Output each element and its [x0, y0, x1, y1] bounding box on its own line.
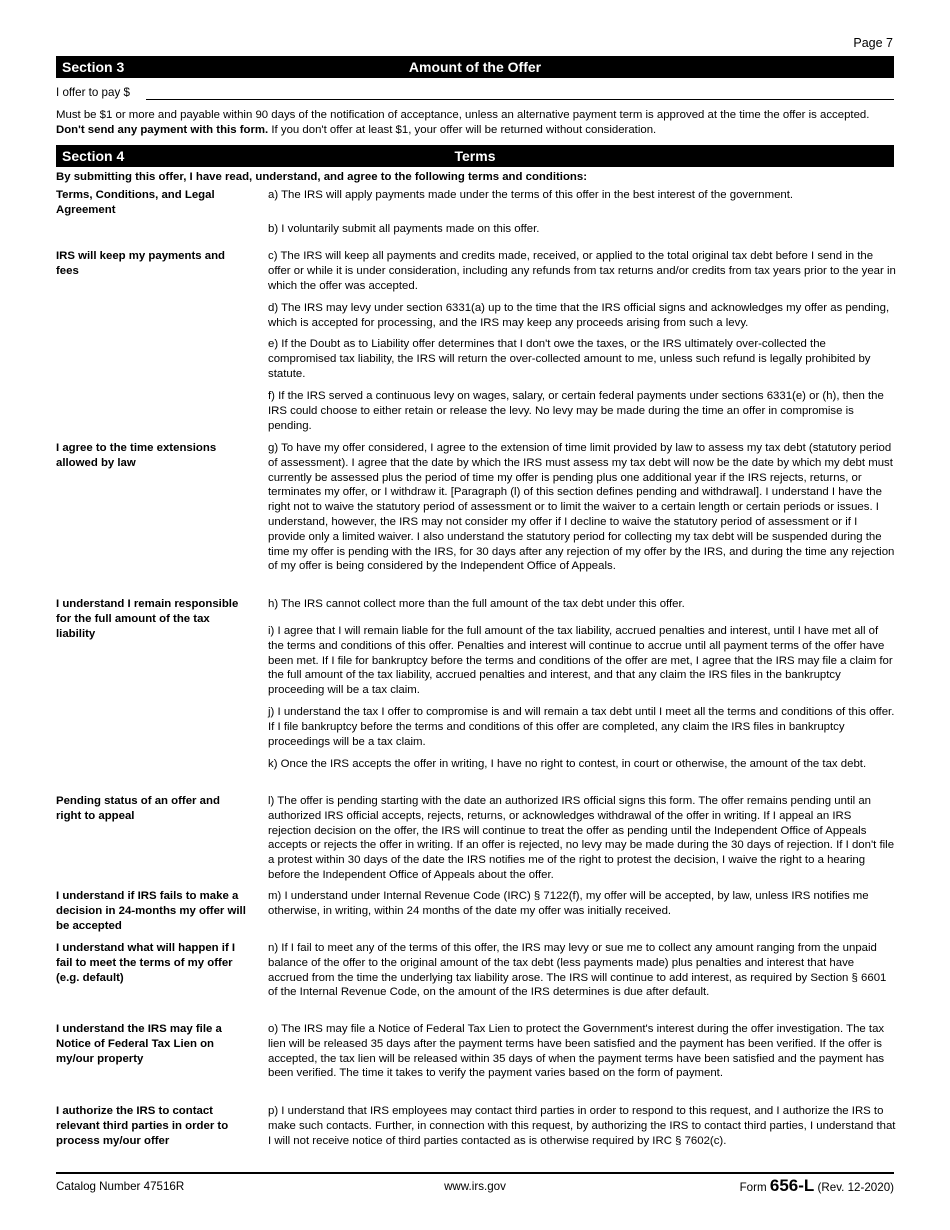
section-3-header [56, 56, 894, 78]
term-j: j) I understand the tax I offer to compromise is and will remain a tax debt until I meet all the terms and conditions of this offer. If I file bankruptcy before the terms and conditions of this offer are completed, any claim the IRS files in bankruptcy proceedings will be a tax claim. [268, 706, 895, 748]
section-3-title: Amount of the Offer [408, 59, 542, 75]
term-i: i) I agree that I will remain liable for the full amount of the tax liability, accrued penalties and interest, until I have met all of the terms and conditions of this offer. Penalties and interest will continue to accrue until all payment terms of the offer have been met. If I file for bankruptcy before the terms and conditions of the offer are met, I agree that the IRS may file a claim for the full amount of the tax liability, accrued penalties and interest, and that any claim the IRS files in the bankruptcy proceeding will be a tax claim. [268, 625, 893, 697]
section-4-header [56, 145, 894, 167]
term-e: e) If the Doubt as to Liability offer determines that I don't owe the taxes, or the IRS ultimately over-collected the compromised tax liability, the IRS will return the over-collected amount to me, unless such refund is legally prohibited by statute. [268, 338, 871, 380]
label-tax-lien: I understand the IRS may file a Notice of Federal Tax Lien on my/our property [56, 1023, 222, 1065]
footer-rule [56, 1172, 894, 1174]
offer-amount-row [56, 86, 894, 99]
label-24-months: I understand if IRS fails to make a decision in 24-months my offer will be accepted [56, 890, 246, 932]
offer-amount-label: I offer to pay $ [56, 86, 130, 99]
website-link[interactable]: www.irs.gov [444, 1180, 506, 1193]
section-4-title: Terms [454, 148, 496, 164]
catalog-number: Catalog Number 47516R [56, 1180, 185, 1193]
offer-instructions-warning: Don't send any payment with this form. [56, 123, 269, 136]
section-4-number: Section 4 [62, 148, 125, 164]
terms-intro: By submitting this offer, I have read, understand, and agree to the following terms and conditions: [56, 171, 587, 183]
term-p: p) I understand that IRS employees may contact third parties in order to respond to this request, and I authorize the IRS to make such contacts. Further, in connection with this request, by authorizing the IRS to contact third parties, I understand that I will not receive notice of third parties contacted as is otherwise required by IRC § 7602(c). [268, 1105, 896, 1147]
term-n: n) If I fail to meet any of the terms of this offer, the IRS may levy or sue me to collect any amount ranging from the unpaid balance of the offer to the original amount of the tax debt (less payments made) plus penalties and interest that have accrued from the time the underlying tax liability arose. The IRS will continue to add interest, as required by Section § 6601 of the Internal Revenue Code, on the amount of the IRS determines is due after default. [268, 942, 887, 999]
label-default: I understand what will happen if I fail to meet the terms of my offer (e.g. default) [56, 942, 236, 984]
offer-instructions [56, 108, 894, 138]
label-time-extensions: I agree to the time extensions allowed by law [56, 442, 217, 469]
label-legal-agreement: Terms, Conditions, and Legal Agreement [56, 189, 215, 216]
term-g: g) To have my offer considered, I agree to the extension of time limit provided by law to assess my tax debt (statutory period of assessment). I agree that the date by which the IRS must assess my tax debt will now be the date by which my debt must currently be assessed plus the period of time my offer is pending plus one additional year if the IRS rejects, returns, or terminates my offer, or I withdraw it. [Paragraph (l) of this section defines pending and withdrawal]. I understand I have the right not to waive the statutory period of assessment or to limit the waiver to a certain length or certain periods or issues. I understand, however, the IRS may not consider my offer if I decline to waive the statutory period of assessment or if I provide only a limited waiver. I also understand the statutory period for collecting my tax debt will be suspended during the time my offer is pending with the IRS, for 30 days after any rejection of my offer by the IRS, and during the time any rejection of my offer is being considered by the Independent Office of Appeals. [268, 442, 895, 573]
label-keep-payments: IRS will keep my payments and fees [56, 250, 226, 277]
term-b: b) I voluntarily submit all payments made on this offer. [268, 223, 540, 235]
offer-instructions-text-2: If you don't offer at least $1, your offer will be returned without consideration. [271, 123, 657, 136]
form-identifier [740, 1176, 894, 1196]
form-prefix: Form [739, 1181, 767, 1194]
section-3-number: Section 3 [62, 59, 125, 75]
offer-amount-field[interactable] [146, 99, 894, 100]
label-third-parties: I authorize the IRS to contact relevant third parties in order to process my/our offer [56, 1105, 229, 1147]
term-c: c) The IRS will keep all payments and credits made, received, or applied to the total original tax debt before I send in the offer or while it is under consideration, including any refunds from tax returns and/or credits from tax years prior to the year in which the offer was accepted. [268, 250, 896, 292]
term-k: k) Once the IRS accepts the offer in writing, I have no right to contest, in court or otherwise, the amount of the tax debt. [268, 758, 867, 770]
form-revision: (Rev. 12-2020) [817, 1181, 894, 1194]
term-h: h) The IRS cannot collect more than the full amount of the tax debt under this offer. [268, 598, 685, 610]
label-full-liability: I understand I remain responsible for the full amount of the tax liability [56, 598, 239, 640]
offer-instructions-text: Must be $1 or more and payable within 90 days of the notification of acceptance, unless an alternative payment term is approved at the time the offer is accepted. [56, 109, 870, 121]
term-a: a) The IRS will apply payments made under the terms of this offer in the best interest of the government. [268, 189, 794, 201]
term-o: o) The IRS may file a Notice of Federal Tax Lien to protect the Government's interest during the offer investigation. The tax lien will be released 35 days after the payment terms have been satisfied and the payment has been verified. If the offer is accepted, the tax lien will be released within 35 days of when the payment terms have been satisfied and the payment has been verified. The time it takes to verify the payment varies based on the form of payment. [268, 1023, 885, 1080]
form-number: 656-L [769, 1176, 815, 1195]
term-f: f) If the IRS served a continuous levy on wages, salary, or certain federal payments under sections 6331(e) or (h), then the IRS could choose to either retain or release the levy. No levy may be made during the time an offer in compromise is pending. [268, 390, 884, 432]
page-number: Page 7 [853, 36, 893, 50]
term-m: m) I understand under Internal Revenue Code (IRC) § 7122(f), my offer will be accepted, by law, unless IRS notifies me otherwise, in writing, within 24 months of the date my offer was initially received. [268, 890, 869, 917]
term-d: d) The IRS may levy under section 6331(a) up to the time that the IRS official signs and acknowledges my offer as pending, which is accepted for processing, and the IRS may keep any proceeds arising from such a levy. [268, 302, 890, 329]
label-pending-status: Pending status of an offer and right to appeal [56, 795, 220, 822]
term-l: l) The offer is pending starting with the date an authorized IRS official signs this form. The offer remains pending until an authorized IRS official accepts, rejects, returns, or acknowledges withdrawal of the offer in writing. If I appeal an IRS rejection decision on the offer, the IRS will continue to treat the offer as pending until the Independent Office of Appeals accepts or rejects the offer in writing. If an offer is rejected, no levy may be made during the 30 days of rejection. If I don't file a protest within 30 days of the date the IRS notifies me of the right to protest the decision, I waive the right to a hearing before the Independent Office of Appeals about the offer. [268, 795, 895, 881]
